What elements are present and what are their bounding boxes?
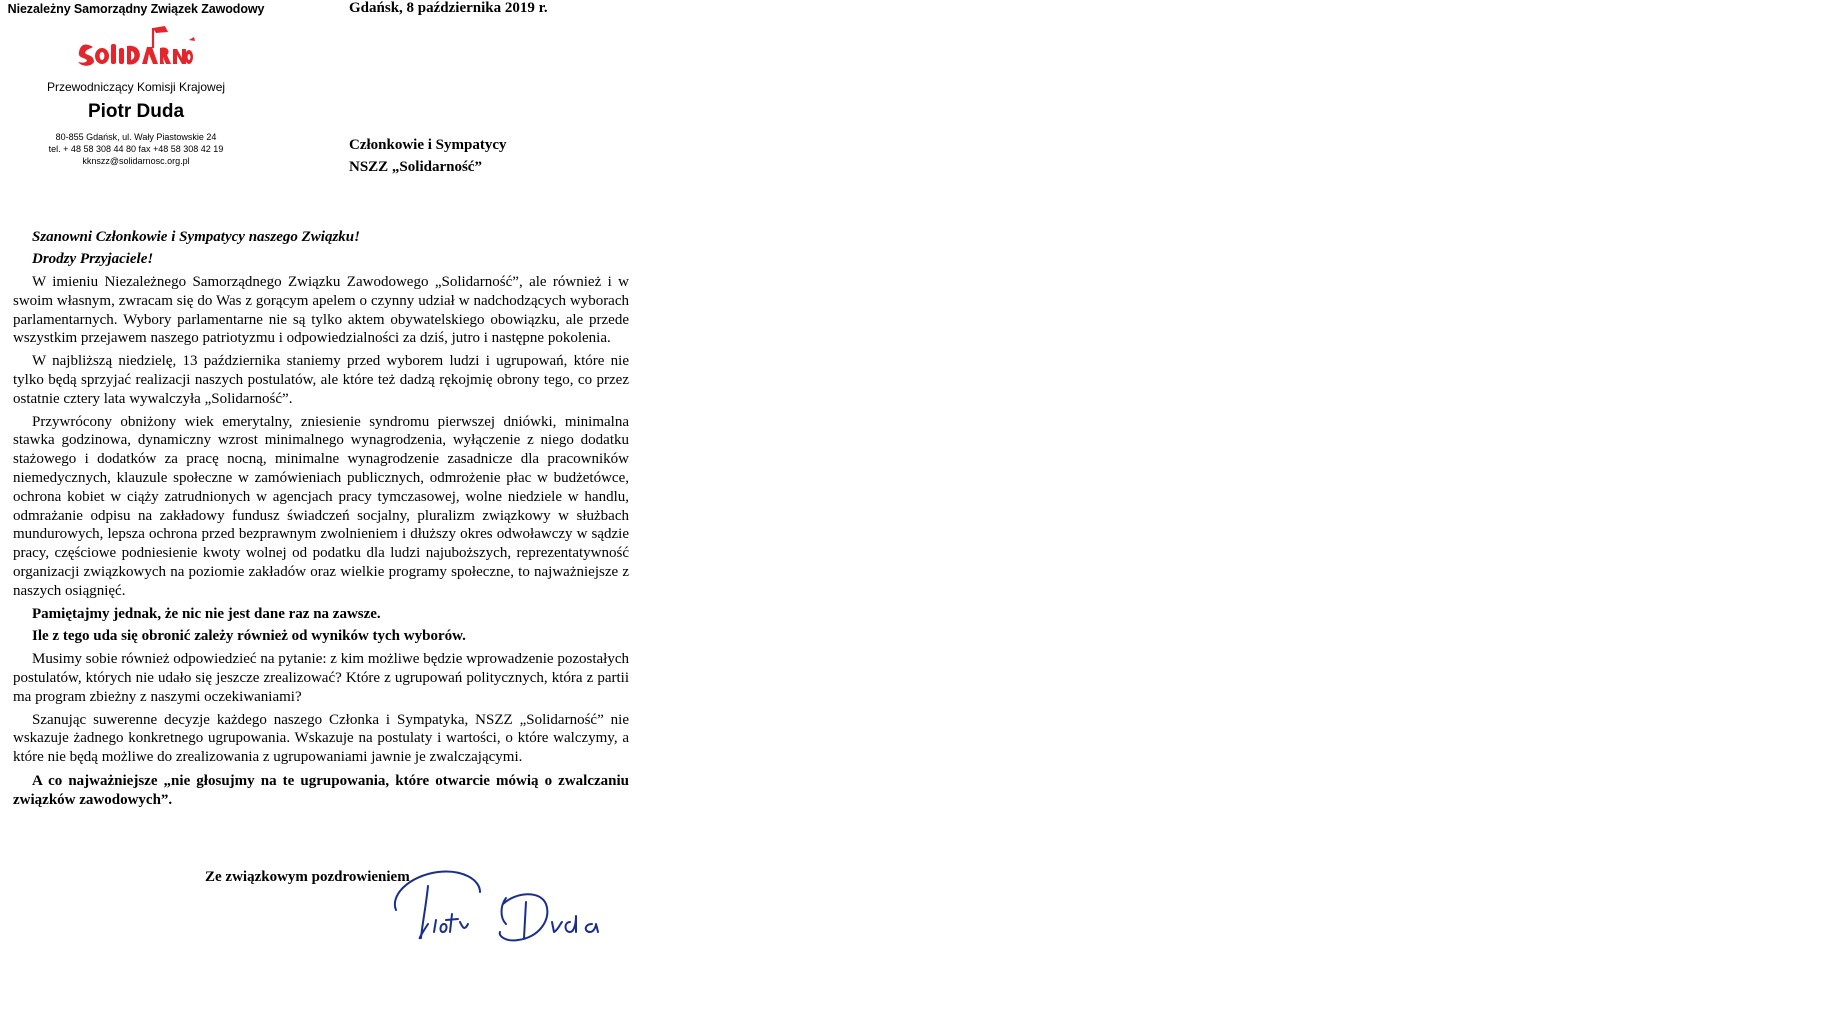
email-line: kknszz@solidarnosc.org.pl	[82, 156, 190, 166]
phone-fax-line: tel. + 48 58 308 44 80 fax +48 58 308 42 19	[48, 144, 224, 154]
letter-date: Gdańsk, 8 października 2019 r.	[349, 0, 548, 16]
chair-name: Piotr Duda	[87, 101, 185, 122]
contact-address	[5, 131, 267, 167]
letterhead	[5, 0, 267, 167]
signature-icon	[388, 866, 638, 948]
handwritten-signature	[388, 866, 638, 948]
address-line: 80-855 Gdańsk, ul. Wały Piastowskie 24	[55, 132, 217, 142]
recipient-line: NSZZ „Solidarność”	[349, 159, 482, 175]
recipient-block	[349, 134, 507, 178]
solidarnosc-logo	[76, 22, 196, 70]
paragraph: Musimy sobie również odpowiedzieć na pytanie: z kim możliwe będzie wprowadzenie pozostałych postulatów, których nie udało się jeszcze zrealizować? Które z ugrupowań politycznych, która z partii ma program zbieżny z naszymi oczekiwaniami?	[13, 651, 629, 705]
organization-name: Niezależny Samorządny Związek Zawodowy	[7, 2, 265, 16]
paragraph: Przywrócony obniżony wiek emerytalny, zniesienie syndromu pierwszej dniówki, minimalna stawka godzinowa, dynamiczny wzrost minimalnego wynagrodzenia, wyłączenie z niego dodatku stażowego i dodatków za pracę nocną, minimalne wynagrodzenie zasadnicze dla pracowników niemedycznych, klauzule społeczne w zamówieniach publicznych, odmrożenie płac w budżetówce, ochrona kobiet w ciąży zatrudnionych w agencjach pracy tymczasowej, wolne niedziele w handlu, odmrażanie odpisu na zakładowy fundusz świadczeń socjalny, pluralizm związkowy w służbach mundurowych, lepsza ochrona przed bezprawnym zwolnieniem i dłuższy okres odwoławczy w sądzie pracy, częściowe podniesienie kwoty wolnej od podatku dla ludzi najuboższych, reprezentatywność organizacji związkowych na poziomie zakładów oraz wielkie programy społeczne, to najważniejsze z naszych osiągnięć.	[13, 413, 629, 599]
salutation: Drodzy Przyjaciele!	[32, 251, 154, 267]
salutation: Szanowni Członkowie i Sympatycy naszego Związku!	[32, 229, 360, 245]
paragraph: W najbliższą niedzielę, 13 października staniemy przed wyborem ludzi i ugrupowań, które nie tylko będą sprzyjać realizacji naszych postulatów, ale które też dadzą rękojmię obrony tego, co przez ostatnie cztery lata wywalczyła „Solidarność”.	[13, 353, 629, 407]
bold-statement: Pamiętajmy jednak, że nic nie jest dane raz na zawsze.	[32, 605, 381, 622]
solidarnosc-logo-icon	[76, 22, 196, 70]
letter-body	[13, 226, 629, 810]
bold-statement: Ile z tego uda się obronić zależy również od wyników tych wyborów.	[32, 628, 466, 645]
final-statement: A co najważniejsze „nie głosujmy na te ugrupowania, które otwarcie mówią o zwalczaniu związków zawodowych”.	[13, 772, 629, 808]
closing-line: Ze związkowym pozdrowieniem	[205, 869, 410, 885]
chair-title: Przewodniczący Komisji Krajowej	[46, 80, 226, 94]
paragraph: Szanując suwerenne decyzje każdego naszego Członka i Sympatyka, NSZZ „Solidarność” nie wskazuje żadnego konkretnego ugrupowania. Wskazuje na postulaty i wartości, o które walczymy, a które nie będą możliwe do zrealizowania z ugrupowaniami jawnie je zwalczającymi.	[13, 711, 629, 766]
paragraph: W imieniu Niezależnego Samorządnego Związku Zawodowego „Solidarność”, ale również i w swoim własnym, zwracam się do Was z gorącym apelem o czynny udział w nadchodzących wyborach parlamentarnych. Wybory parlamentarne nie są tylko aktem obywatelskiego obowiązku, ale przede wszystkim przejawem naszego patriotyzmu i odpowiedzialności za dziś, jutro i następne pokolenia.	[13, 274, 629, 347]
recipient-line: Członkowie i Sympatycy	[349, 137, 507, 153]
